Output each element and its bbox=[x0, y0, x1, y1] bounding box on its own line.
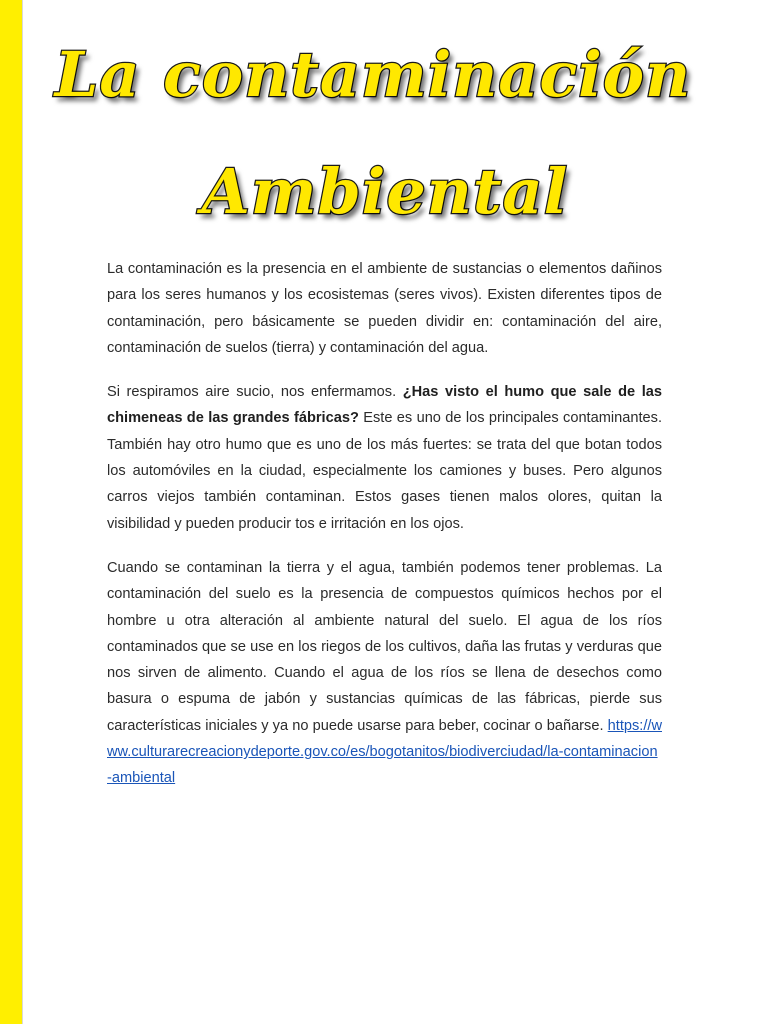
paragraph-air-end: Este es uno de los principales contaminantes. También hay otro humo que es uno de los más fuertes: se trata del que botan todos los automóviles en la ciudad, especialmente los camiones y buses. Pero algunos carros viejos también contaminan. Estos gases tienen malos olores, quitan la visibilidad y pueden producir tos e irritación en los ojos. bbox=[107, 410, 663, 532]
paragraph-intro: La contaminación es la presencia en el ambiente de sustancias o elementos dañinos para los seres humanos y los ecosistemas (seres vivos). Existen diferentes tipos de contaminación, pero básicamente se pueden dividir en: contaminación del aire, contaminación de suelos (tierra) y contaminación del agua. bbox=[107, 261, 662, 356]
source-link[interactable]: https://www.culturarecreacionydeporte.gov.co/es/bogotanitos/biodiverciudad/la-contaminacion-ambiental bbox=[107, 717, 662, 787]
page-title-line-1: La contaminación bbox=[54, 38, 692, 111]
yellow-margin-bar bbox=[0, 0, 22, 1024]
paragraph-soil-water bbox=[107, 555, 662, 792]
bold-question: ¿Has visto el humo que sale de las chimeneas de las grandes fábricas? bbox=[107, 384, 662, 427]
page-edge-divider bbox=[22, 0, 23, 1024]
page-title-line-2: Ambiental bbox=[201, 155, 569, 228]
paragraph-soil-water-text: Cuando se contaminan la tierra y el agua, también podemos tener problemas. La contaminación del suelo es la presencia de compuestos químicos hechos por el hombre u otra alteración al ambiente natural del suelo. El agua de los ríos contaminados que se use en los riegos de los cultivos, daña las frutas y verduras que nos sirven de alimento. Cuando el agua de los ríos se llena de desechos como basura o espuma de jabón y sustancias químicas de las fábricas, pierde sus características iniciales y ya no puede usarse para beber, cocinar o bañarse. bbox=[107, 559, 662, 734]
paragraph-air-start: Si respiramos aire sucio, nos enfermamos. bbox=[107, 384, 403, 401]
document-body bbox=[107, 256, 662, 810]
paragraph-air-pollution bbox=[107, 379, 662, 537]
